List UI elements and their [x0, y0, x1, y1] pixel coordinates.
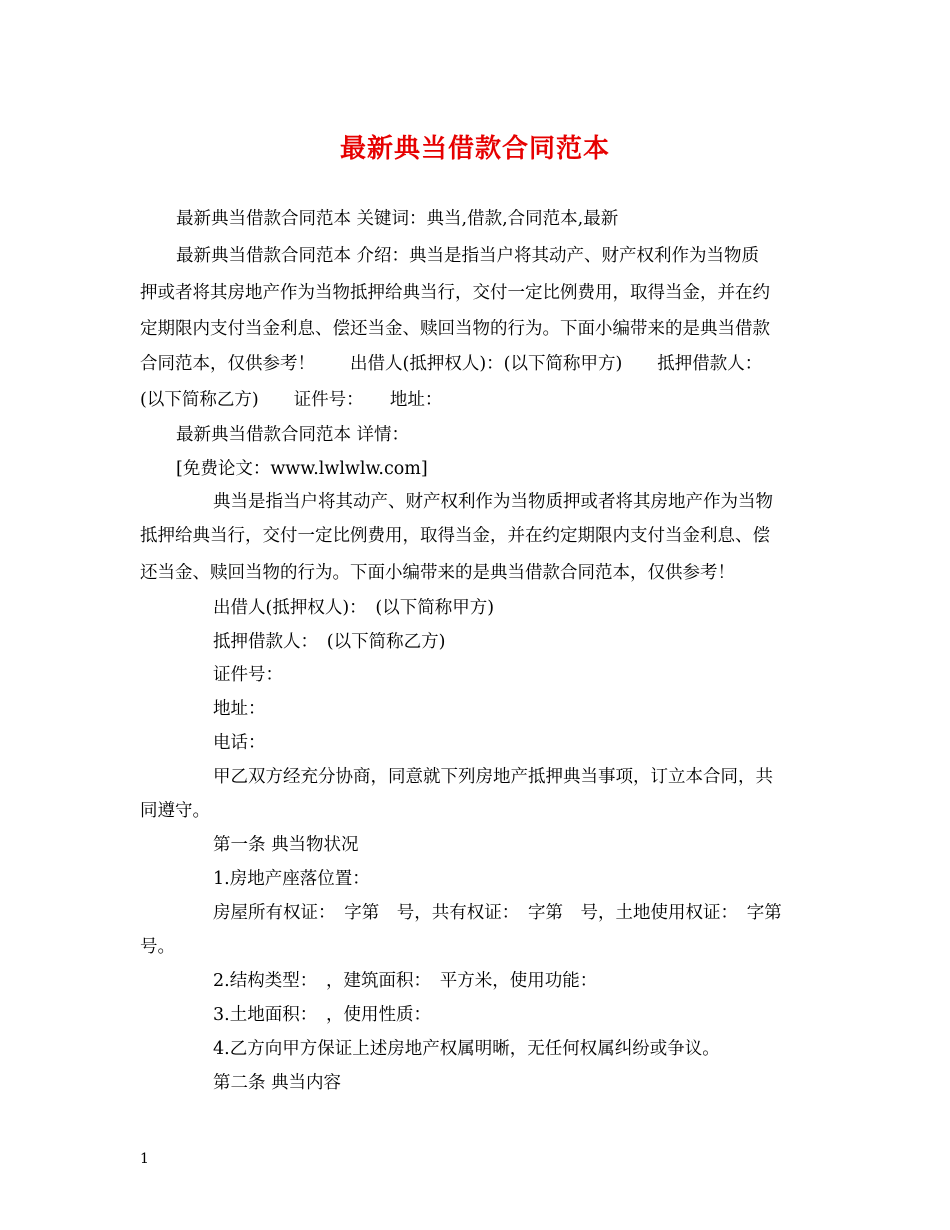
body-paragraph-line-3: 还当金、赎回当物的行为。下面小编带来的是典当借款合同范本，仅供参考！	[140, 563, 735, 583]
item-certificates-line-1: 房屋所有权证： 字第 号，共有权证： 字第 号，土地使用权证： 字第	[213, 903, 782, 923]
keywords-line: 最新典当借款合同范本 关键词：典当,借款,合同范本,最新	[176, 209, 619, 229]
intro-line-3: 定期限内支付当金利息、偿还当金、赎回当物的行为。下面小编带来的是典当借款	[140, 319, 770, 339]
id-number-line: 证件号：	[213, 665, 283, 685]
body-paragraph-line-1: 典当是指当户将其动产、财产权利作为当物质押或者将其房地产作为当物	[213, 492, 773, 512]
item-2-structure: 2.结构类型： ，建筑面积： 平方米，使用功能：	[213, 971, 598, 991]
page-number: 1	[140, 1151, 149, 1167]
agreement-line-2: 同遵守。	[140, 801, 210, 821]
intro-line-2: 押或者将其房地产作为当物抵押给典当行，交付一定比例费用，取得当金，并在约	[140, 283, 770, 303]
intro-line-5: (以下简称乙方) 证件号： 地址：	[140, 390, 443, 410]
item-3-land-area: 3.土地面积： ，使用性质：	[213, 1005, 431, 1025]
document-title: 最新典当借款合同范本	[339, 134, 610, 164]
phone-line: 电话：	[213, 733, 266, 753]
intro-line-1: 最新典当借款合同范本 介绍：典当是指当户将其动产、财产权利作为当物质	[176, 246, 760, 266]
item-certificates-line-2: 号。	[140, 937, 175, 957]
article-2-heading: 第二条 典当内容	[213, 1073, 342, 1093]
details-heading: 最新典当借款合同范本 详情：	[176, 425, 410, 445]
item-4-guarantee: 4.乙方向甲方保证上述房地产权属明晰，无任何权属纠纷或争议。	[213, 1039, 720, 1059]
borrower-line: 抵押借款人： (以下简称乙方)	[213, 632, 446, 652]
agreement-line-1: 甲乙双方经充分协商，同意就下列房地产抵押典当事项，订立本合同，共	[213, 767, 773, 787]
body-paragraph-line-2: 抵押给典当行，交付一定比例费用，取得当金，并在约定期限内支付当金利息、偿	[140, 526, 770, 546]
item-1-location: 1.房地产座落位置：	[213, 869, 370, 889]
address-line: 地址：	[213, 699, 266, 719]
intro-line-4: 合同范本，仅供参考！ 出借人(抵押权人)：(以下简称甲方) 抵押借款人：	[140, 354, 763, 374]
source-link[interactable]: [免费论文：www.lwlwlw.com]	[176, 459, 428, 479]
article-1-heading: 第一条 典当物状况	[213, 835, 359, 855]
lender-line: 出借人(抵押权人)： (以下简称甲方)	[213, 598, 495, 618]
